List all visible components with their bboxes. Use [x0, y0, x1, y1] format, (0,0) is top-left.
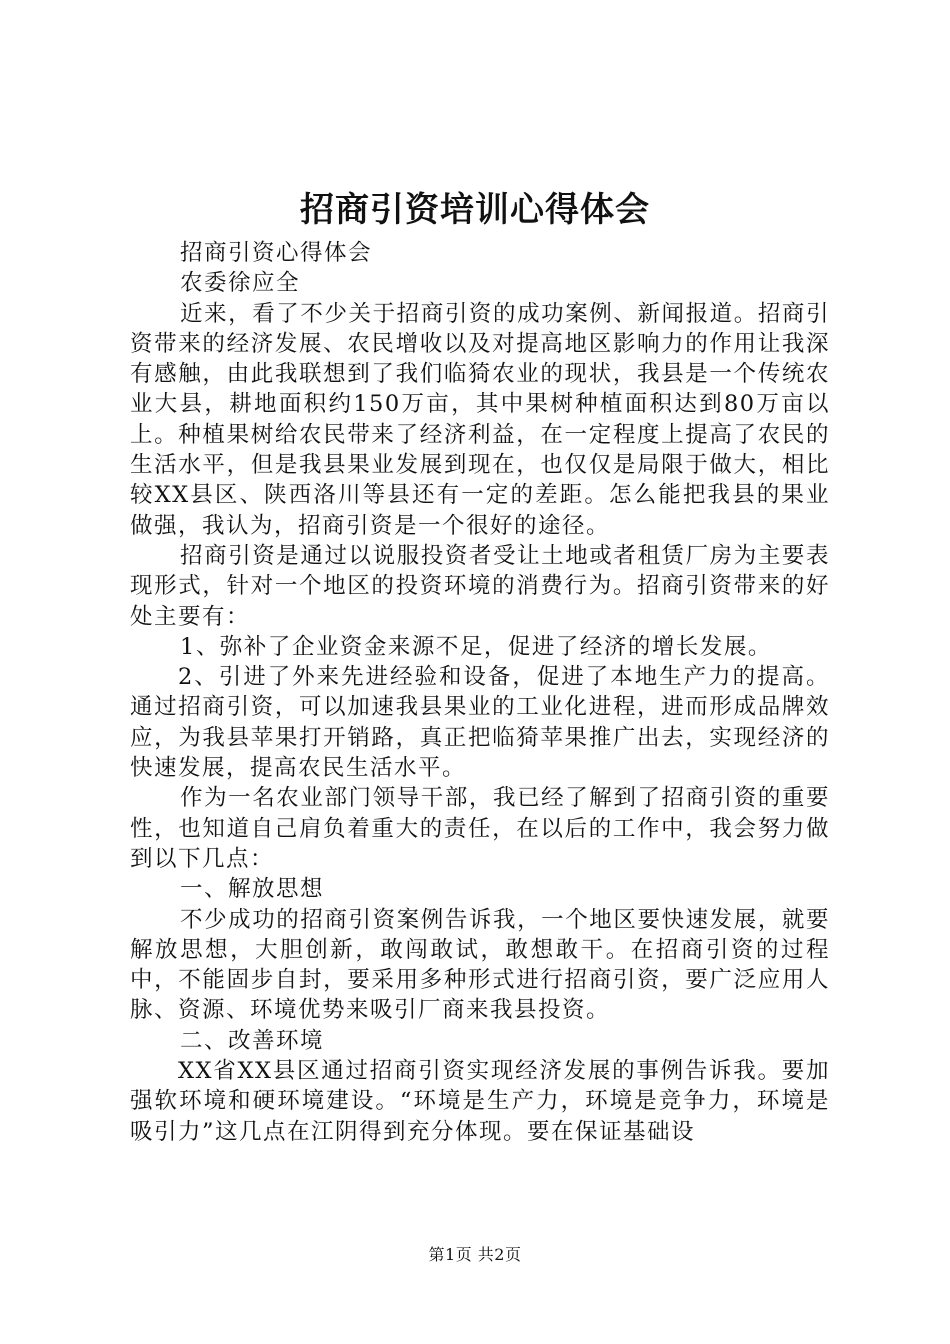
section-heading-2: 二、改善环境 — [180, 1027, 325, 1054]
paragraph-benefit-2: 2、引进了外来先进经验和设备，促进了本地生产力的提高。通过招商引资，可以加速我县果业的工业化进程，进而形成品牌效应，为我县苹果打开销路，真正把临猗苹果推广出去，实现经济的快速发展，提高农民生活水平。 — [130, 664, 830, 782]
paragraph-subtitle: 招商引资心得体会 — [180, 240, 373, 266]
paragraph-benefit-1: 1、弥补了企业资金来源不足，促进了经济的增长发展。 — [180, 633, 772, 660]
paragraph-section-1: 不少成功的招商引资案例告诉我，一个地区要快速发展，就要解放思想，大胆创新，敢闯敢试，敢想敢干。在招商引资的过程中，不能固步自封，要采用多种形式进行招商引资，要广泛应用人脉、资源、环境优势来吸引厂商来我县投资。 — [130, 906, 830, 1024]
section-heading-1: 一、解放思想 — [180, 876, 325, 903]
paragraph-author: 农委徐应全 — [180, 270, 301, 297]
document-body — [130, 238, 830, 1147]
page-footer: 第1页 共2页 — [428, 1245, 522, 1264]
paragraph-section-2: XX省XX县区通过招商引资实现经济发展的事例告诉我。要加强软环境和硬环境建设。“环境是生产力，环境是竞争力，环境是吸引力”这几点在江阴得到充分体现。要在保证基础设 — [130, 1058, 830, 1145]
paragraph-commitment: 作为一名农业部门领导干部，我已经了解到了招商引资的重要性，也知道自己肩负着重大的责任，在以后的工作中，我会努力做到以下几点： — [130, 785, 830, 872]
paragraph-intro: 近来，看了不少关于招商引资的成功案例、新闻报道。招商引资带来的经济发展、农民增收以及对提高地区影响力的作用让我深有感触，由此我联想到了我们临猗农业的现状，我县是一个传统农业大县，耕地面积约150万亩，其中果树种植面积达到80万亩以上。种植果树给农民带来了经济利益，在一定程度上提高了农民的生活水平，但是我县果业发展到现在，也仅仅是局限于做大，相比较XX县区、陕西洛川等县还有一定的差距。怎么能把我县的果业做强，我认为，招商引资是一个很好的途径。 — [130, 300, 830, 539]
document-title: 招商引资培训心得体会 — [300, 190, 650, 230]
paragraph-definition: 招商引资是通过以说服投资者受让土地或者租赁厂房为主要表现形式，针对一个地区的投资环境的消费行为。招商引资带来的好处主要有： — [130, 542, 830, 630]
